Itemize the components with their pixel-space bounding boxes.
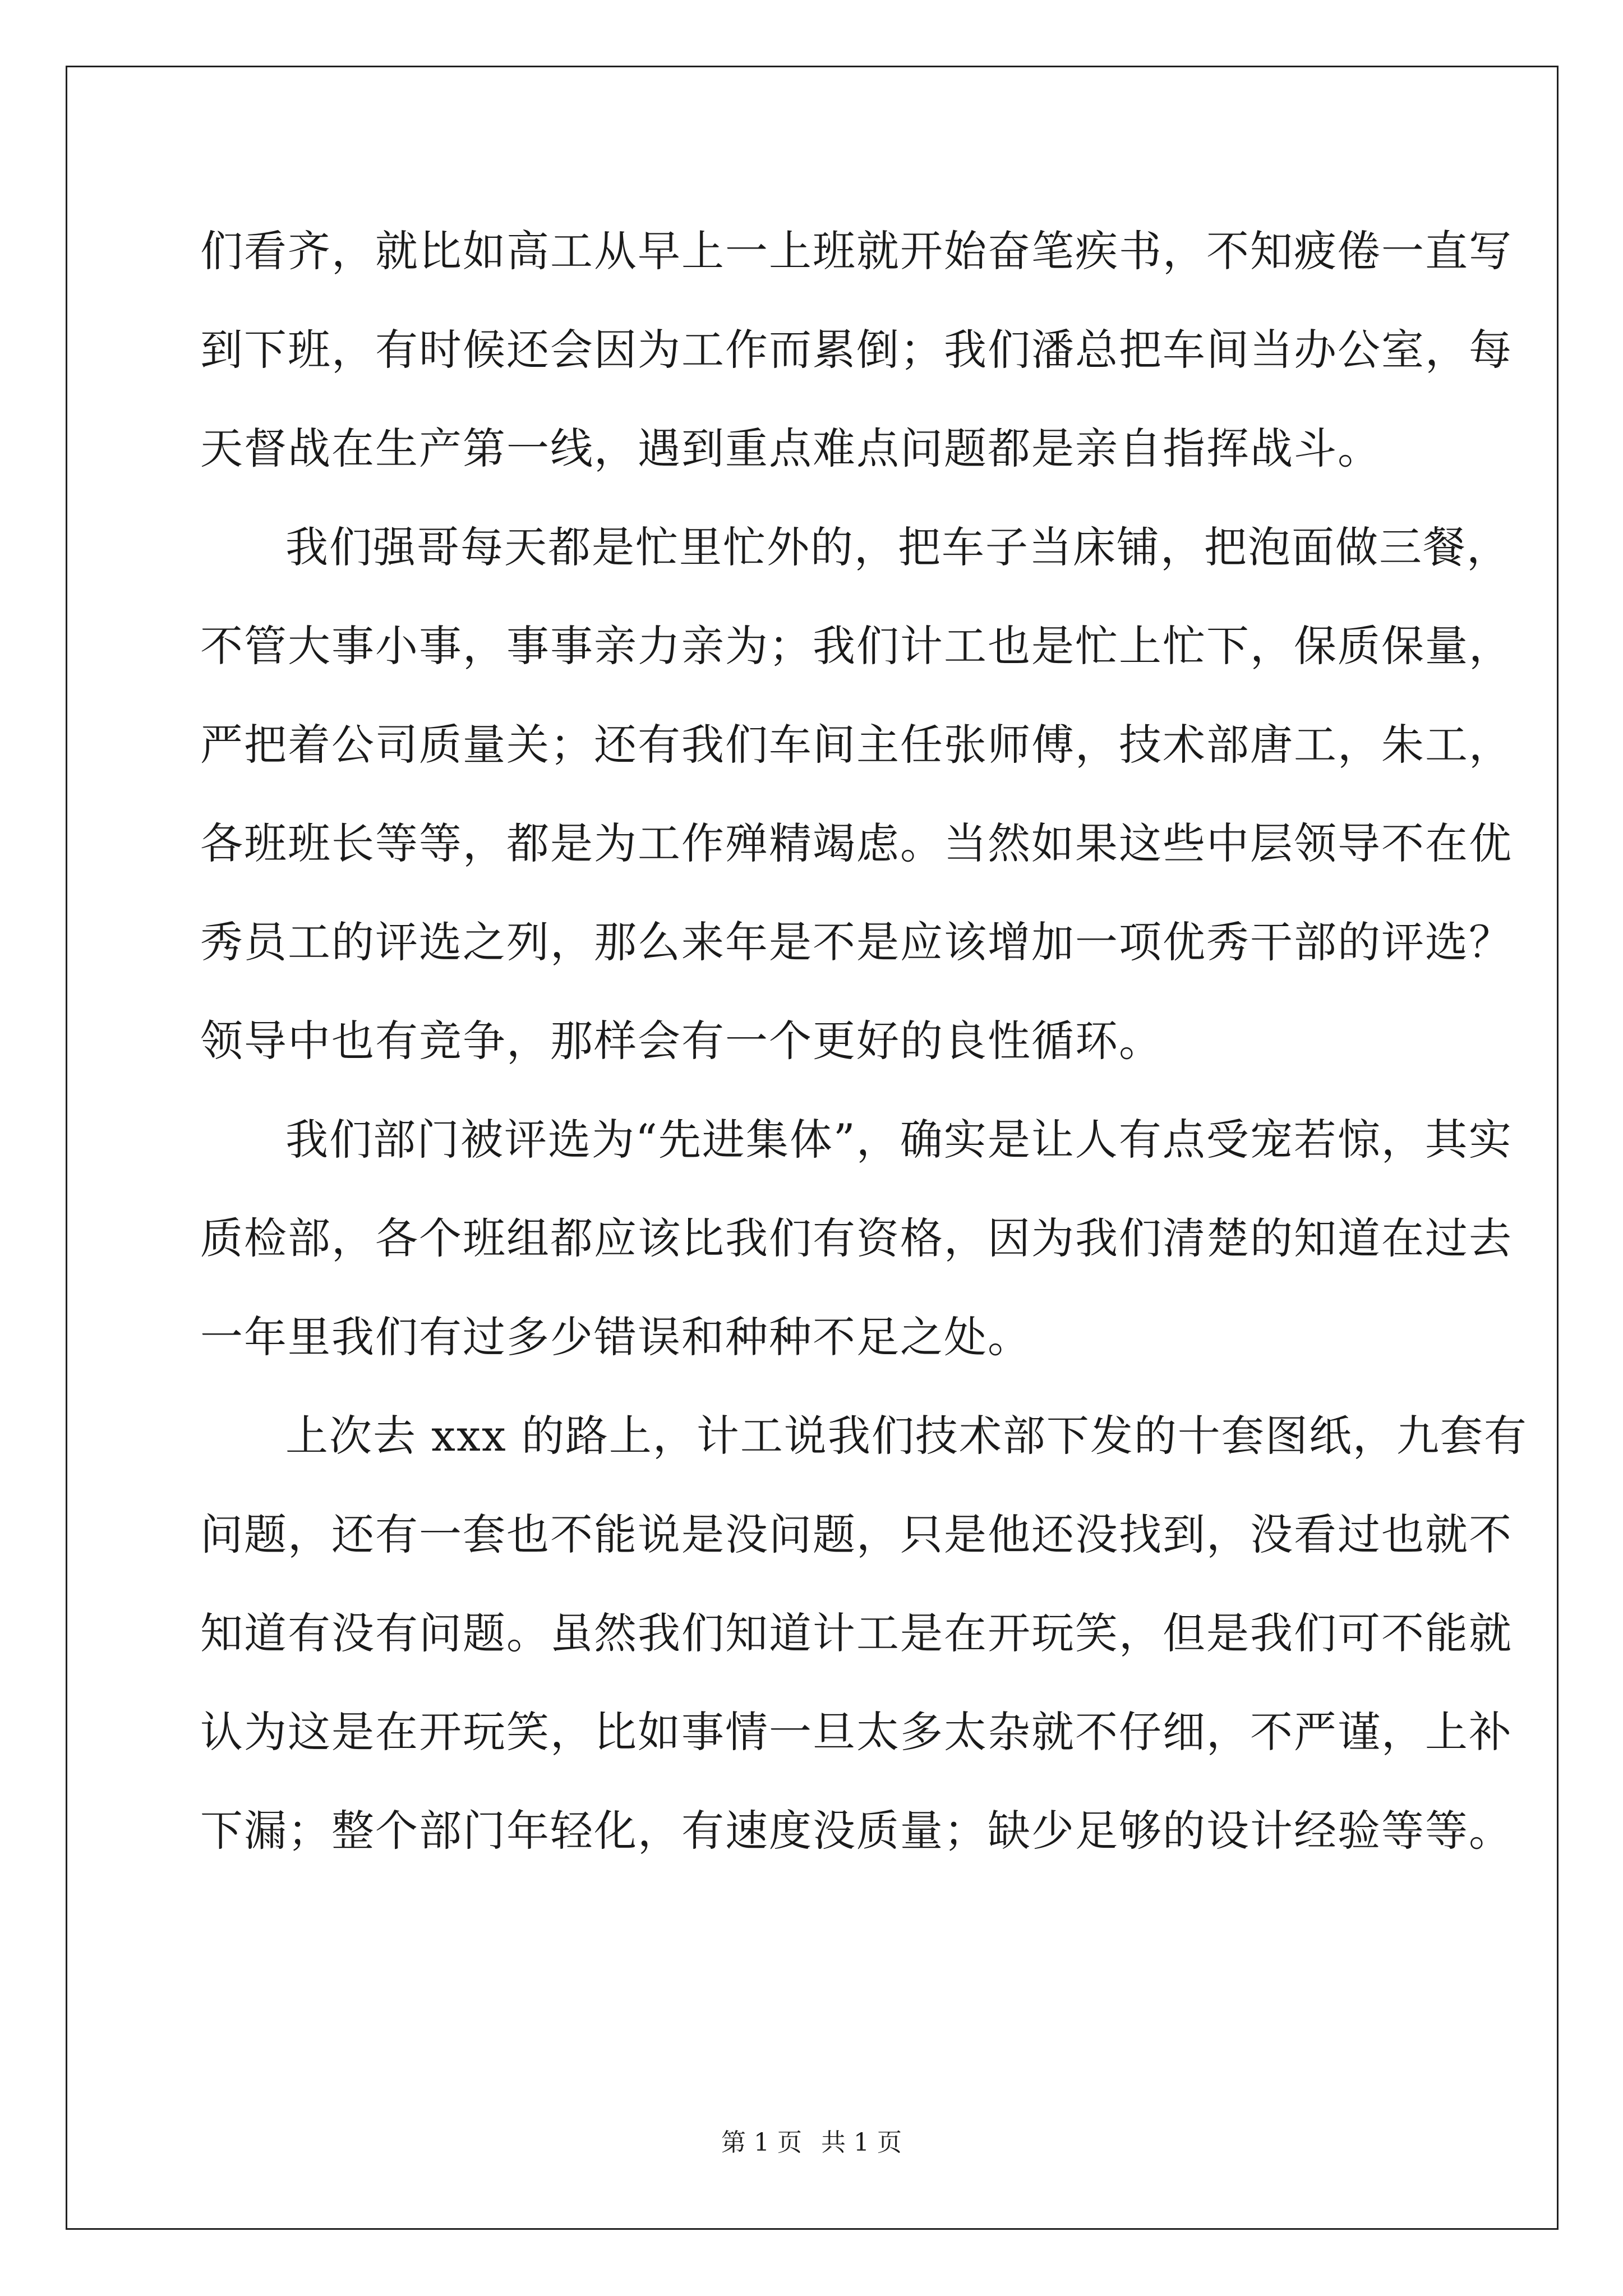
paragraph-start-line: 上次去 xxx 的路上，计工说我们技术部下发的十套图纸，九套有 bbox=[285, 1411, 1528, 1461]
text-line: 到下班，有时候还会因为工作而累倒；我们潘总把车间当办公室，每 bbox=[200, 325, 1513, 375]
text-line: 不管大事小事，事事亲力亲为；我们计工也是忙上忙下，保质保量， bbox=[200, 621, 1513, 671]
text-line: 秀员工的评选之列，那么来年是不是应该增加一项优秀干部的评选？ bbox=[200, 917, 1513, 967]
text-line: 领导中也有竞争，那样会有一个更好的良性循环。 bbox=[200, 1016, 1163, 1066]
text-line: 下漏；整个部门年轻化，有速度没质量；缺少足够的设计经验等等。 bbox=[200, 1806, 1513, 1856]
text-line: 天督战在生产第一线，遇到重点难点问题都是亲自指挥战斗。 bbox=[200, 424, 1381, 473]
text-line: 质检部，各个班组都应该比我们有资格，因为我们清楚的知道在过去 bbox=[200, 1213, 1513, 1263]
text-line: 们看齐，就比如高工从早上一上班就开始奋笔疾书，不知疲倦一直写 bbox=[200, 226, 1513, 276]
text-line: 知道有没有问题。虽然我们知道计工是在开玩笑，但是我们可不能就 bbox=[200, 1608, 1513, 1658]
page-footer bbox=[0, 2126, 1623, 2160]
page-number: 第 1 页 bbox=[721, 2128, 802, 2157]
paragraph-start-line: 我们强哥每天都是忙里忙外的，把车子当床铺，把泡面做三餐， bbox=[285, 522, 1510, 572]
page-total: 共 1 页 bbox=[821, 2128, 902, 2157]
text-line: 问题，还有一套也不能说是没问题，只是他还没找到，没看过也就不 bbox=[200, 1510, 1513, 1559]
text-line: 认为这是在开玩笑，比如事情一旦太多太杂就不仔细，不严谨，上补 bbox=[200, 1707, 1513, 1757]
document-body bbox=[200, 202, 1528, 1880]
paragraph-start-line: 我们部门被评选为“先进集体”，确实是让人有点受宠若惊，其实 bbox=[285, 1115, 1513, 1165]
text-line: 严把着公司质量关；还有我们车间主任张师傅，技术部唐工，朱工， bbox=[200, 720, 1513, 770]
text-line: 各班班长等等，都是为工作殚精竭虑。当然如果这些中层领导不在优 bbox=[200, 818, 1513, 868]
text-line: 一年里我们有过多少错误和种种不足之处。 bbox=[200, 1312, 1031, 1362]
